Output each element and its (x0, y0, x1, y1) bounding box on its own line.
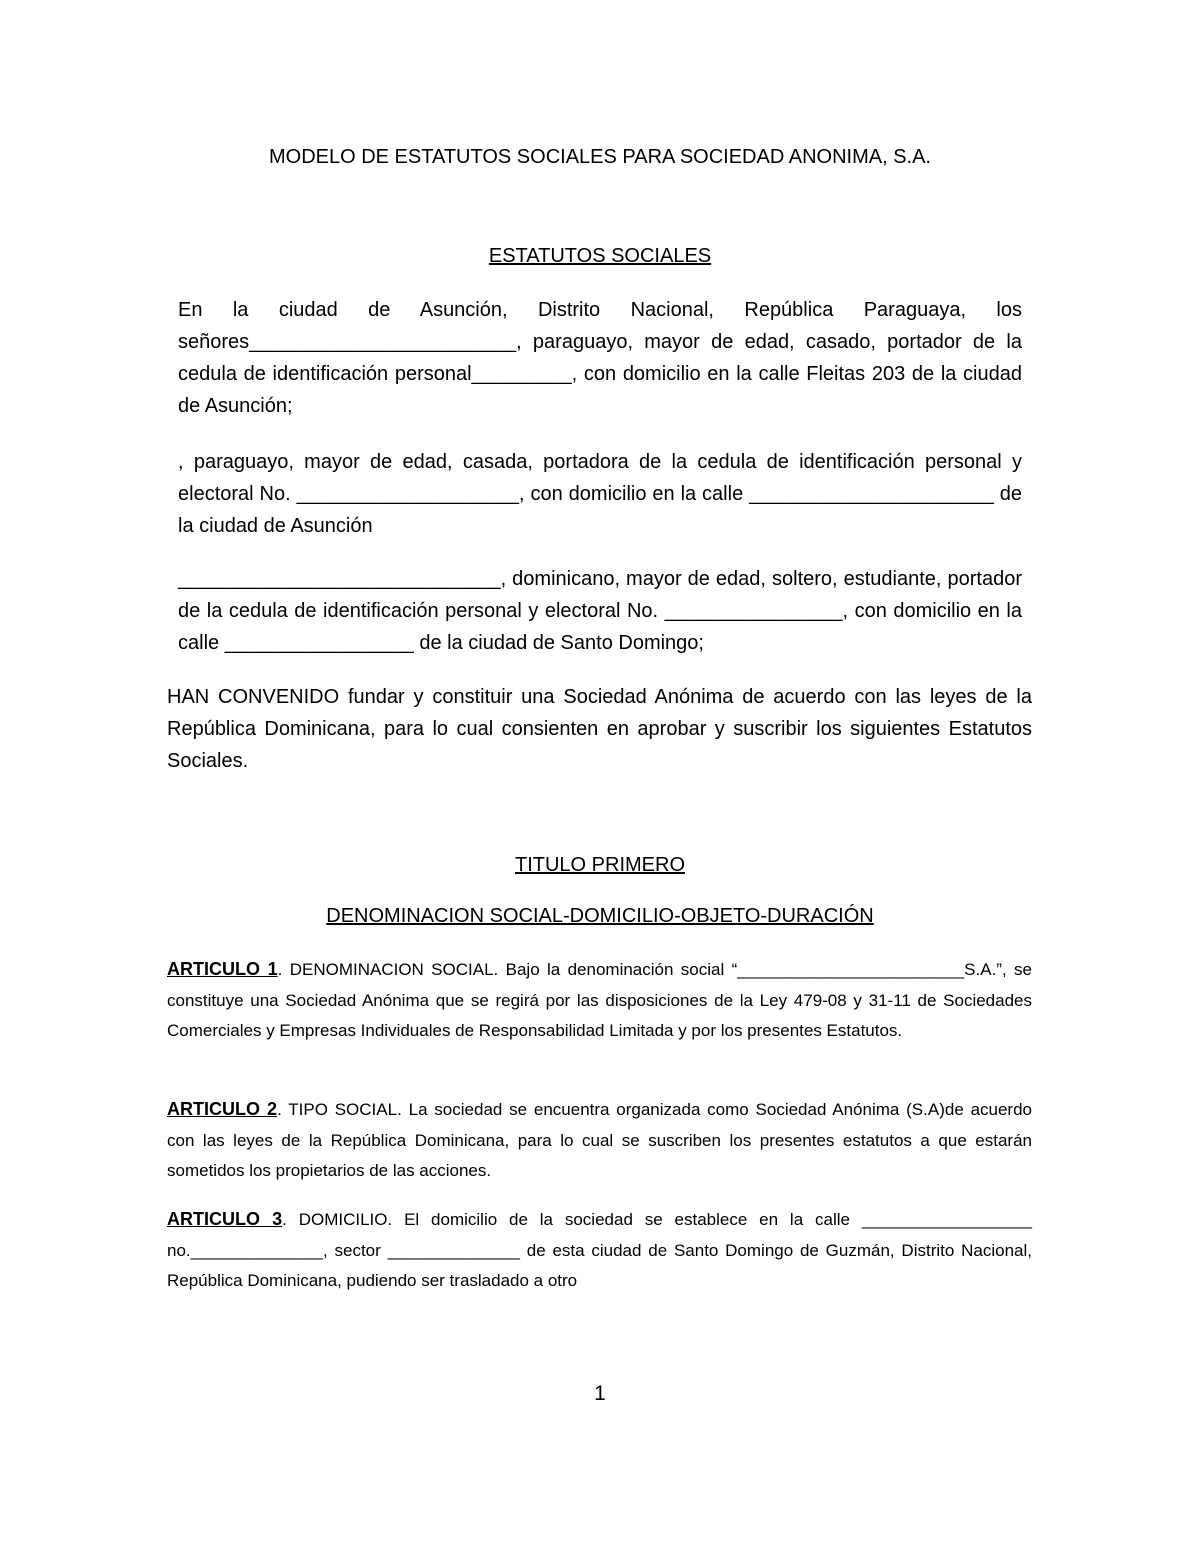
paragraph-first-party: En la ciudad de Asunción, Distrito Nacional, República Paraguaya, los señores________________________, paraguayo, mayor de edad, casado, portador de la cedula de identificación personal_________, con domicilio en la calle Fleitas 203 de la ciudad de Asunción; (178, 299, 1022, 417)
article-2-label: ARTICULO 2 (167, 1099, 278, 1119)
article-2-text: La sociedad se encuentra organizada como Sociedad Anónima (S.A)de acuerdo con las leyes de la República Dominicana, para lo cual se suscriben los presentes estatutos a que estarán sometidos los propietarios de las acciones. (167, 1100, 1032, 1180)
article-3-text: El domicilio de la sociedad se establece en la calle __________________ no.______________, sector ______________ de esta ciudad de Santo Domingo de Guzmán, Distrito Nacional, República Dominicana, pudiendo ser trasladado a otro (167, 1210, 1032, 1290)
document-title: MODELO DE ESTATUTOS SOCIALES PARA SOCIEDAD ANONIMA, S.A. (268, 146, 931, 168)
article-3: ARTICULO 3. DOMICILIO. El domicilio de la sociedad se establece en la calle __________________ no.______________, sector ______________ de esta ciudad de Santo Domingo de Guzmán, Distrito Nacional, República Dominicana, pudiendo ser trasladado a otro (167, 1209, 1032, 1290)
paragraph-second-party: , paraguayo, mayor de edad, casada, portadora de la cedula de identificación personal y electoral No. ____________________, con domicilio en la calle ______________________ de la ciudad de Asunción (178, 451, 1022, 537)
titulo-heading: TITULO PRIMERO (514, 854, 685, 876)
article-1-name: DENOMINACION SOCIAL. (289, 960, 499, 979)
article-1-label: ARTICULO 1 (167, 959, 278, 979)
page-number: 1 (594, 1382, 606, 1405)
article-3-label: ARTICULO 3 (167, 1209, 283, 1229)
article-1-text: Bajo la denominación social “________________________S.A.”, se constituye una Sociedad Anónima que se regirá por las disposiciones de la Ley 479-08 y 31-11 de Sociedades Comerciales y Empresas Individuales de Responsabilidad Limitada y por los presentes Estatutos. (167, 960, 1032, 1040)
article-3-name: DOMICILIO. (298, 1210, 393, 1229)
article-2-name: TIPO SOCIAL. (288, 1100, 402, 1119)
paragraph-agreement: HAN CONVENIDO fundar y constituir una Sociedad Anónima de acuerdo con las leyes de la República Dominicana, para lo cual consienten en aprobar y suscribir los siguientes Estatutos Sociales. (167, 686, 1032, 772)
article-2: ARTICULO 2. TIPO SOCIAL. La sociedad se encuentra organizada como Sociedad Anónima (S.A)de acuerdo con las leyes de la República Dominicana, para lo cual se suscriben los presentes estatutos a que estarán sometidos los propietarios de las acciones. (167, 1099, 1032, 1180)
subtitulo-heading: DENOMINACION SOCIAL-DOMICILIO-OBJETO-DURACIÓN (326, 905, 874, 927)
article-1: ARTICULO 1. DENOMINACION SOCIAL. Bajo la denominación social “________________________S.A.”, se constituye una Sociedad Anónima que se regirá por las disposiciones de la Ley 479-08 y 31-11 de Sociedades Comerciales y Empresas Individuales de Responsabilidad Limitada y por los presentes Estatutos. (167, 959, 1032, 1040)
section-heading: ESTATUTOS SOCIALES (488, 245, 712, 267)
paragraph-third-party: _____________________________, dominicano, mayor de edad, soltero, estudiante, portador de la cedula de identificación personal y electoral No. ________________, con domicilio en la calle _________________ de la ciudad de Santo Domingo; (178, 568, 1022, 654)
